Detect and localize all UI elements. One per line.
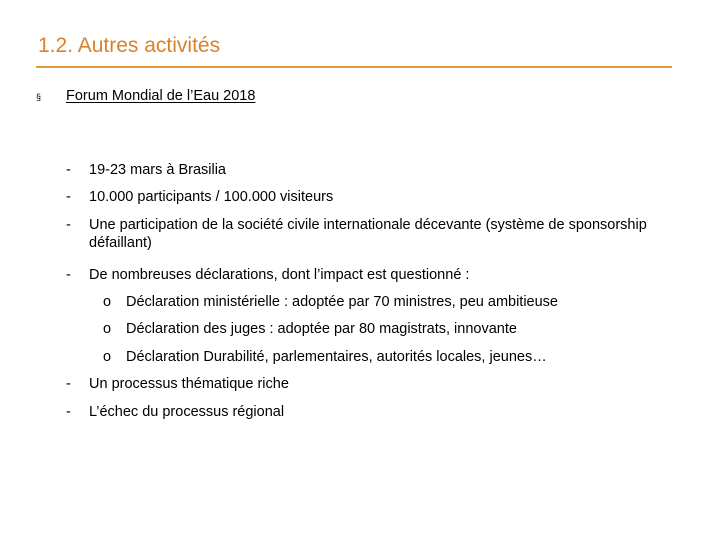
slide-title: 1.2. Autres activités (38, 34, 221, 57)
circle-bullet-icon: o (103, 349, 112, 365)
dash-marker: - (66, 189, 71, 205)
dash-marker: - (66, 376, 71, 392)
sub-list-item-text: Déclaration ministérielle : adoptée par 70 ministres, peu ambitieuse (126, 294, 558, 310)
sub-list-item-text: Déclaration des juges : adoptée par 80 magistrats, innovante (126, 321, 517, 337)
dash-marker: - (66, 162, 71, 178)
dash-marker: - (66, 267, 71, 283)
section-heading: Forum Mondial de l’Eau 2018 (66, 88, 256, 104)
list-item-text: L’échec du processus régional (89, 404, 285, 420)
circle-bullet-icon: o (103, 294, 112, 310)
list-item-text: De nombreuses déclarations, dont l’impact est questionné : (89, 267, 470, 283)
list-item-text: 10.000 participants / 100.000 visiteurs (89, 189, 334, 205)
list-item-text: Une participation de la société civile internationale décevante (système de sponsorship défaillant) (89, 217, 647, 251)
square-bullet-icon: § (36, 92, 42, 102)
sub-list-item-text: Déclaration Durabilité, parlementaires, autorités locales, jeunes… (126, 349, 547, 365)
dash-marker: - (66, 217, 71, 233)
list-item-text: 19-23 mars à Brasilia (89, 162, 226, 178)
list-item-text: Un processus thématique riche (89, 376, 289, 392)
dash-marker: - (66, 404, 71, 420)
circle-bullet-icon: o (103, 321, 112, 337)
title-underline (36, 66, 672, 68)
